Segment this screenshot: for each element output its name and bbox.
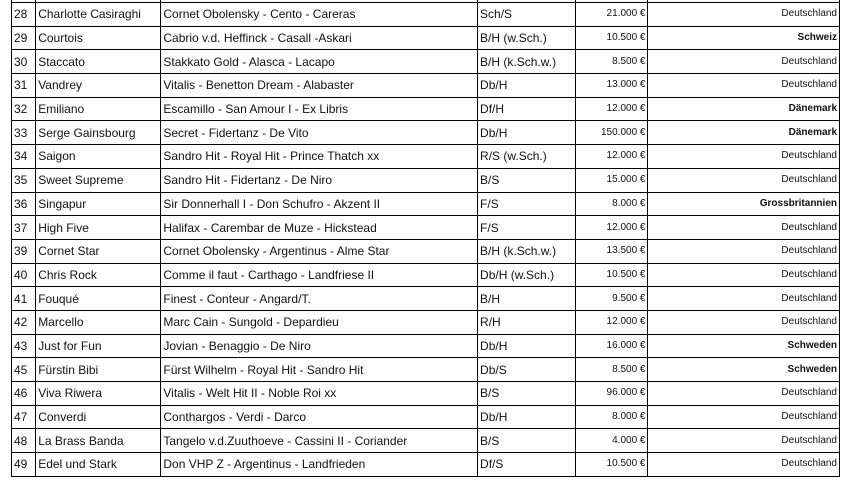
- pedigree-cell: Finest - Conteur - Angard/T.: [161, 287, 478, 311]
- price-cell: 4.000 €: [575, 429, 648, 453]
- country-cell: Deutschland: [648, 74, 840, 98]
- coat-gender-cell: B/S: [478, 168, 576, 192]
- horse-name-cell: La Brass Banda: [36, 429, 161, 453]
- table-row: [12, 405, 840, 429]
- price-cell: 8.000 €: [575, 405, 648, 429]
- price-cell: 12.000 €: [575, 97, 648, 121]
- horse-number-cell: 35: [12, 168, 36, 192]
- pedigree-cell: Sandro Hit - Fidertanz - De Niro: [161, 168, 478, 192]
- horse-name-cell: Fürstin Bibi: [36, 358, 161, 382]
- pedigree-cell: Sir Donnerhall I - Don Schufro - Akzent II: [161, 192, 478, 216]
- coat-gender-cell: Df/H: [478, 97, 576, 121]
- horse-number-cell: 49: [12, 453, 36, 477]
- pedigree-cell: Comme il faut - Carthago - Landfriese II: [161, 263, 478, 287]
- horse-name-cell: Converdi: [36, 405, 161, 429]
- horse-name-cell: Fouqué: [36, 287, 161, 311]
- country-cell: Deutschland: [648, 453, 840, 477]
- country-cell: Schweden: [648, 358, 840, 382]
- horse-name-cell: Cornet Star: [36, 239, 161, 263]
- horse-name-cell: Saigon: [36, 145, 161, 169]
- table-row: [12, 97, 840, 121]
- horse-number-cell: 36: [12, 192, 36, 216]
- country-cell: Deutschland: [648, 310, 840, 334]
- horse-name-cell: Courtois: [36, 26, 161, 50]
- table-row: [12, 239, 840, 263]
- horse-name-cell: Sweet Supreme: [36, 168, 161, 192]
- country-cell: Deutschland: [648, 287, 840, 311]
- country-cell: Grossbritannien: [648, 192, 840, 216]
- coat-gender-cell: R/H: [478, 310, 576, 334]
- table-row: [12, 168, 840, 192]
- pedigree-cell: Sandro Hit - Royal Hit - Prince Thatch xx: [161, 145, 478, 169]
- coat-gender-cell: Sch/S: [478, 3, 576, 27]
- horse-number-cell: 43: [12, 334, 36, 358]
- horse-number-cell: 30: [12, 50, 36, 74]
- price-cell: 10.500 €: [575, 263, 648, 287]
- horse-number-cell: 45: [12, 358, 36, 382]
- price-cell: 9.500 €: [575, 287, 648, 311]
- horse-number-cell: 33: [12, 121, 36, 145]
- price-cell: 8.500 €: [575, 358, 648, 382]
- price-cell: 96.000 €: [575, 382, 648, 406]
- horse-name-cell: Staccato: [36, 50, 161, 74]
- country-cell: Deutschland: [648, 3, 840, 27]
- coat-gender-cell: B/S: [478, 382, 576, 406]
- country-cell: Deutschland: [648, 239, 840, 263]
- horse-name-cell: Vandrey: [36, 74, 161, 98]
- coat-gender-cell: Db/H: [478, 405, 576, 429]
- horse-number-cell: 37: [12, 216, 36, 240]
- coat-gender-cell: Db/H: [478, 121, 576, 145]
- table-row: [12, 192, 840, 216]
- coat-gender-cell: B/H (w.Sch.): [478, 26, 576, 50]
- table-row: [12, 145, 840, 169]
- table-row: [12, 3, 840, 27]
- country-cell: Dänemark: [648, 97, 840, 121]
- pedigree-cell: Cornet Obolensky - Argentinus - Alme Star: [161, 239, 478, 263]
- horse-number-cell: 31: [12, 74, 36, 98]
- horse-number-cell: 32: [12, 97, 36, 121]
- horse-number-cell: 41: [12, 287, 36, 311]
- horse-number-cell: 29: [12, 26, 36, 50]
- table-row: [12, 50, 840, 74]
- horse-number-cell: 28: [12, 3, 36, 27]
- table-row: [12, 74, 840, 98]
- pedigree-cell: Escamillo - San Amour I - Ex Libris: [161, 97, 478, 121]
- horse-name-cell: High Five: [36, 216, 161, 240]
- horse-number-cell: 39: [12, 239, 36, 263]
- horse-name-cell: Just for Fun: [36, 334, 161, 358]
- pedigree-cell: Stakkato Gold - Alasca - Lacapo: [161, 50, 478, 74]
- horse-name-cell: Charlotte Casiraghi: [36, 3, 161, 27]
- horse-number-cell: 40: [12, 263, 36, 287]
- table-row: [12, 263, 840, 287]
- coat-gender-cell: B/H (k.Sch.w.): [478, 239, 576, 263]
- price-cell: 15.000 €: [575, 168, 648, 192]
- table-row: [12, 216, 840, 240]
- price-cell: 8.000 €: [575, 192, 648, 216]
- horse-number-cell: 48: [12, 429, 36, 453]
- horse-number-cell: 34: [12, 145, 36, 169]
- pedigree-cell: Marc Cain - Sungold - Depardieu: [161, 310, 478, 334]
- coat-gender-cell: Db/H (w.Sch.): [478, 263, 576, 287]
- country-cell: Deutschland: [648, 168, 840, 192]
- table-row: [12, 358, 840, 382]
- pedigree-cell: Vitalis - Benetton Dream - Alabaster: [161, 74, 478, 98]
- country-cell: Schweden: [648, 334, 840, 358]
- price-cell: 16.000 €: [575, 334, 648, 358]
- horse-name-cell: Serge Gainsbourg: [36, 121, 161, 145]
- coat-gender-cell: B/H (k.Sch.w.): [478, 50, 576, 74]
- country-cell: Deutschland: [648, 50, 840, 74]
- horse-number-cell: 42: [12, 310, 36, 334]
- country-cell: Deutschland: [648, 216, 840, 240]
- coat-gender-cell: F/S: [478, 216, 576, 240]
- pedigree-cell: Fürst Wilhelm - Royal Hit - Sandro Hit: [161, 358, 478, 382]
- price-cell: 13.500 €: [575, 239, 648, 263]
- table-row: [12, 287, 840, 311]
- table-row: [12, 334, 840, 358]
- horse-number-cell: 46: [12, 382, 36, 406]
- country-cell: Deutschland: [648, 405, 840, 429]
- pedigree-cell: Cabrio v.d. Heffinck - Casall -Askari: [161, 26, 478, 50]
- table-row: [12, 382, 840, 406]
- coat-gender-cell: B/S: [478, 429, 576, 453]
- horse-name-cell: Marcello: [36, 310, 161, 334]
- pedigree-cell: Halifax - Carembar de Muze - Hickstead: [161, 216, 478, 240]
- coat-gender-cell: F/S: [478, 192, 576, 216]
- pedigree-cell: Secret - Fidertanz - De Vito: [161, 121, 478, 145]
- price-cell: 10.500 €: [575, 453, 648, 477]
- price-cell: 12.000 €: [575, 310, 648, 334]
- price-cell: 13.000 €: [575, 74, 648, 98]
- price-cell: 12.000 €: [575, 145, 648, 169]
- pedigree-cell: Cornet Obolensky - Cento - Careras: [161, 3, 478, 27]
- horse-name-cell: Viva Riwera: [36, 382, 161, 406]
- coat-gender-cell: Db/H: [478, 74, 576, 98]
- horse-name-cell: Singapur: [36, 192, 161, 216]
- price-cell: 150.000 €: [575, 121, 648, 145]
- country-cell: Deutschland: [648, 382, 840, 406]
- country-cell: Schweiz: [648, 26, 840, 50]
- coat-gender-cell: Df/S: [478, 453, 576, 477]
- country-cell: Deutschland: [648, 263, 840, 287]
- coat-gender-cell: R/S (w.Sch.): [478, 145, 576, 169]
- price-cell: 21.000 €: [575, 3, 648, 27]
- table-row: [12, 429, 840, 453]
- coat-gender-cell: B/H: [478, 287, 576, 311]
- coat-gender-cell: Db/H: [478, 334, 576, 358]
- price-cell: 10.500 €: [575, 26, 648, 50]
- pedigree-cell: Don VHP Z - Argentinus - Landfrieden: [161, 453, 478, 477]
- table-row: [12, 310, 840, 334]
- table-row: [12, 121, 840, 145]
- country-cell: Dänemark: [648, 121, 840, 145]
- country-cell: Deutschland: [648, 429, 840, 453]
- table-row: [12, 453, 840, 477]
- coat-gender-cell: Db/S: [478, 358, 576, 382]
- horse-number-cell: 47: [12, 405, 36, 429]
- pedigree-cell: Jovian - Benaggio - De Niro: [161, 334, 478, 358]
- horse-name-cell: Edel und Stark: [36, 453, 161, 477]
- pedigree-cell: Tangelo v.d.Zuuthoeve - Cassini II - Coriander: [161, 429, 478, 453]
- price-cell: 8.500 €: [575, 50, 648, 74]
- pedigree-cell: Conthargos - Verdi - Darco: [161, 405, 478, 429]
- horse-name-cell: Emiliano: [36, 97, 161, 121]
- price-cell: 12.000 €: [575, 216, 648, 240]
- horse-sales-table: [11, 0, 840, 477]
- pedigree-cell: Vitalis - Welt Hit II - Noble Roi xx: [161, 382, 478, 406]
- horse-name-cell: Chris Rock: [36, 263, 161, 287]
- table-row: [12, 26, 840, 50]
- country-cell: Deutschland: [648, 145, 840, 169]
